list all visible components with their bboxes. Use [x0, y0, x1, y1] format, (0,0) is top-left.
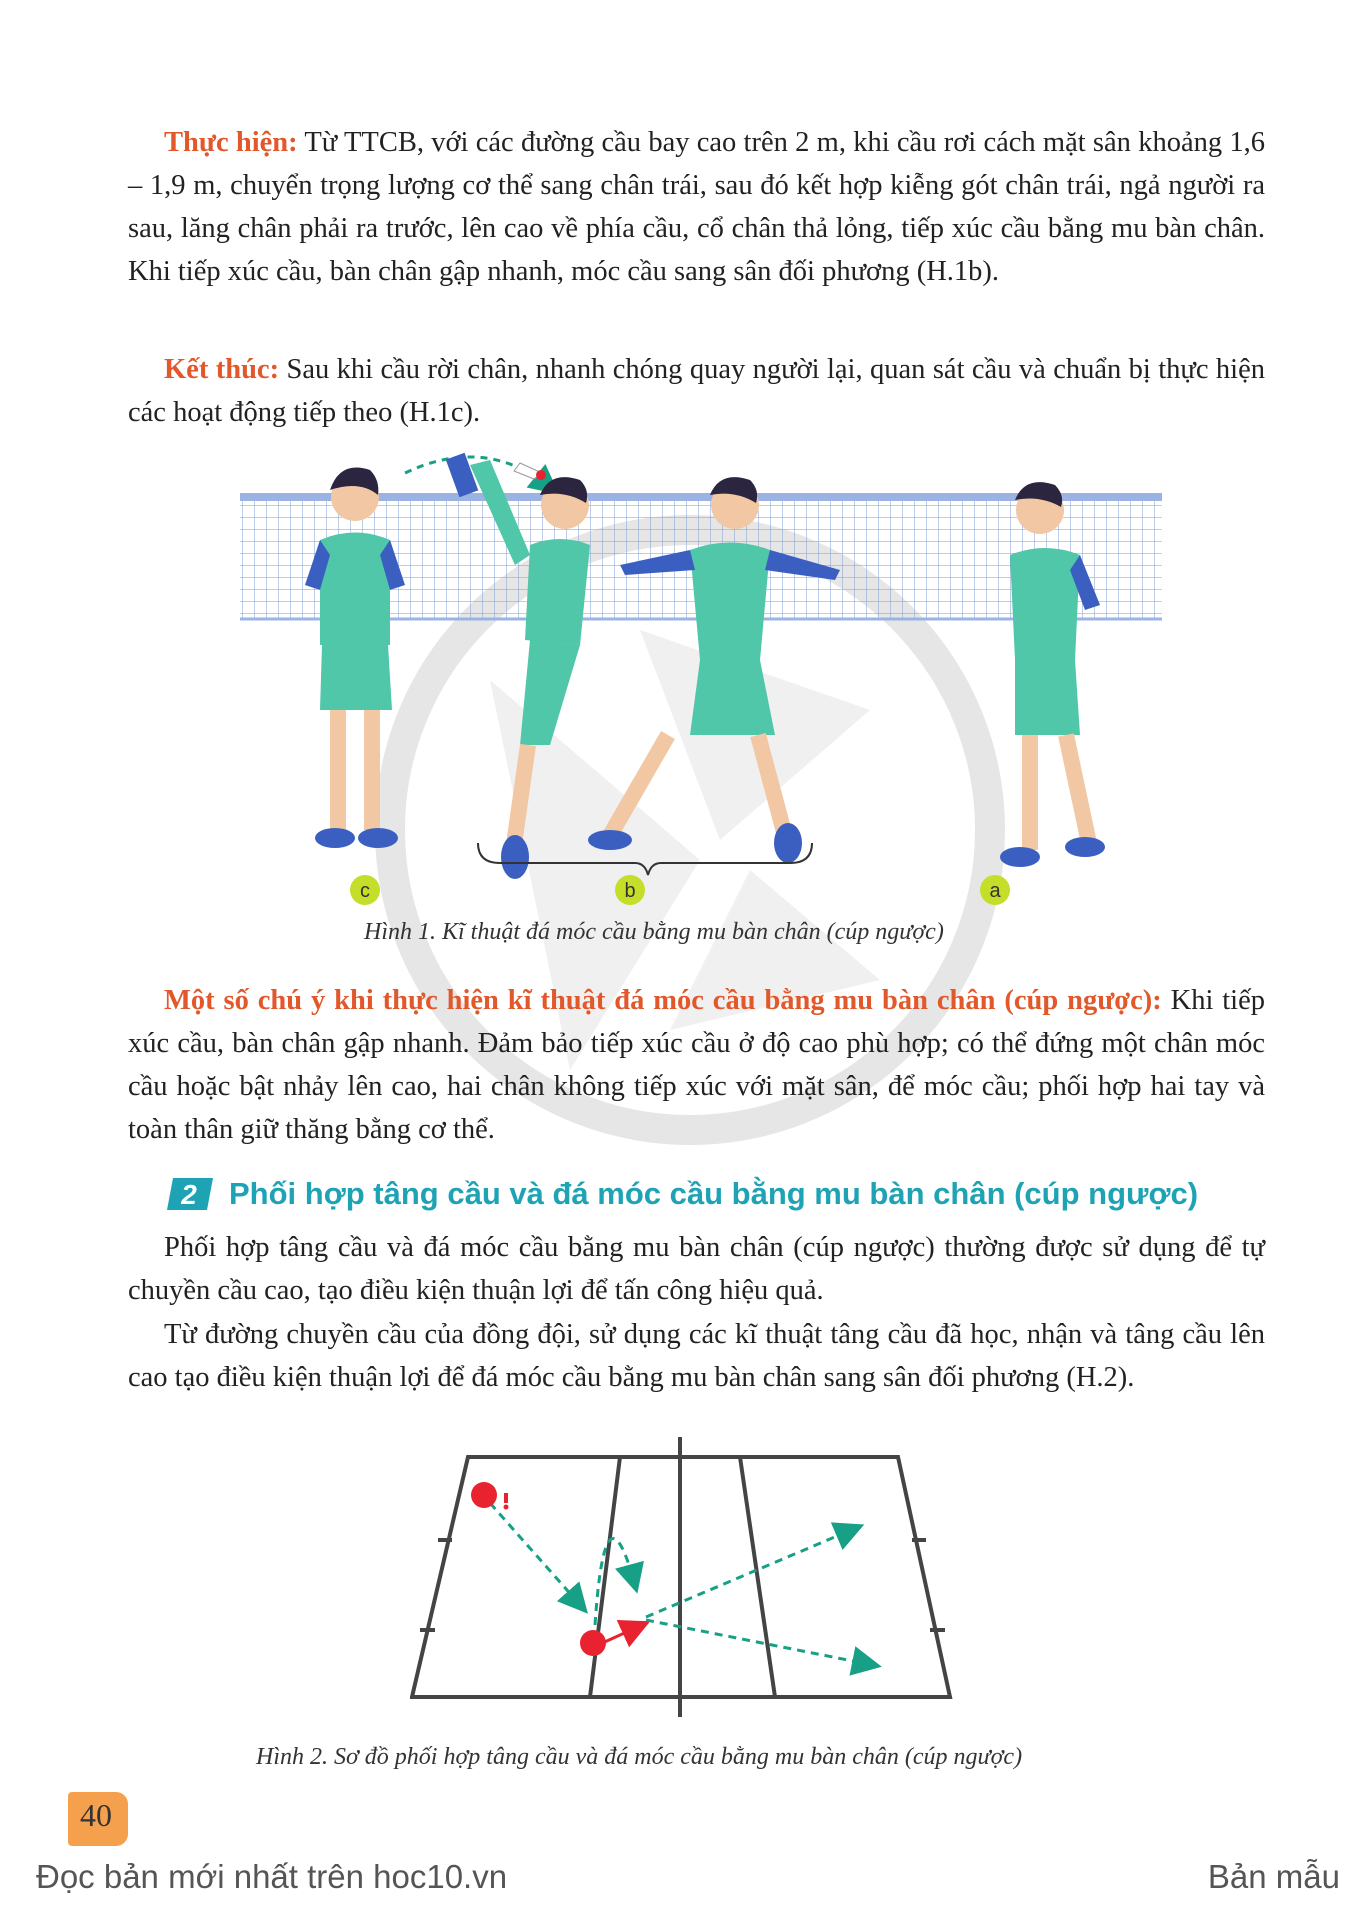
paragraph-notes: [128, 979, 1265, 1151]
paragraph-coordination: Phối hợp tâng cầu và đá móc cầu bằng mu bàn chân (cúp ngược) thường được sử dụng để tự chuyền cầu cao, tạo điều kiện thuận lợi để tấn công hiệu quả.: [128, 1232, 1265, 1306]
section-2-heading: [165, 1172, 1198, 1216]
lead-finish: Kết thúc:: [164, 354, 280, 385]
figure-1-illustration: [230, 445, 1175, 915]
section-2-title: Phối hợp tâng cầu và đá móc cầu bằng mu bàn chân (cúp ngược): [229, 1176, 1199, 1211]
lead-execution: Thực hiện:: [164, 127, 298, 158]
shuttle-marker-icon: [504, 1493, 509, 1510]
label-c-text: c: [360, 880, 370, 902]
pass-arrow: [490, 1503, 582, 1607]
shuttlecock-icon: [514, 463, 546, 480]
paragraph-teammate-pass: Từ đường chuyền cầu của đồng đội, sử dụng các kĩ thuật tâng cầu đã học, nhận và tâng cầu lên cao tạo điều kiện thuận lợi để đá móc cầu bằng mu bàn chân sang sân đối phương (H.2).: [128, 1319, 1265, 1393]
lead-notes: Một số chú ý khi thực hiện kĩ thuật đá móc cầu bằng mu bàn chân (cúp ngược):: [164, 985, 1162, 1016]
footer-link[interactable]: Đọc bản mới nhất trên hoc10.vn: [36, 1858, 508, 1895]
section-number: 2: [181, 1179, 197, 1210]
section-number-icon: [165, 1176, 215, 1212]
court-lines: [412, 1437, 950, 1717]
label-b-text: b: [624, 880, 636, 902]
label-b-badge: [615, 875, 645, 905]
player-dot: [580, 1630, 606, 1656]
footer-sample-label: Bản mẫu: [1207, 1858, 1340, 1895]
text-execution: Từ TTCB, với các đường cầu bay cao trên 2 m, khi cầu rơi cách mặt sân khoảng 1,6 – 1,9 m, chuyển trọng lượng cơ thể sang chân trái, sau đó kết hợp kiễng gót chân trái, ngả người ra sau, lăng chân phải ra trước, lên cao về phía cầu, cổ chân thả lỏng, tiếp xúc cầu bằng mu bàn chân. Khi tiếp xúc cầu, bàn chân gập nhanh, móc cầu sang sân đối phương (H.1b).: [128, 127, 1265, 287]
paragraph-finish: [128, 348, 1265, 434]
text-notes: Khi tiếp xúc cầu, bàn chân gập nhanh. Đảm bảo tiếp xúc cầu ở độ cao phù hợp; có thể đứng một chân móc cầu hoặc bật nhảy lên cao, hai chân không tiếp xúc với mặt sân, để móc cầu; phối hợp hai tay và toàn thân giữ thăng bằng cơ thể.: [128, 985, 1265, 1145]
paragraph-execution: [128, 121, 1265, 293]
label-c-badge: [350, 875, 380, 905]
label-a-text: a: [989, 880, 1001, 902]
figure-1-caption: Hình 1. Kĩ thuật đá móc cầu bằng mu bàn chân (cúp ngược): [364, 919, 944, 945]
label-a-badge: [980, 875, 1010, 905]
teammate-dot: [471, 1482, 497, 1508]
page-number: 40: [80, 1797, 112, 1833]
figure-2-caption: Hình 2. Sơ đồ phối hợp tâng cầu và đá móc cầu bằng mu bàn chân (cúp ngược): [256, 1744, 1023, 1770]
figure-2-court-diagram: [410, 1435, 960, 1720]
text-finish: Sau khi cầu rời chân, nhanh chóng quay người lại, quan sát cầu và chuẩn bị thực hiện các hoạt động tiếp theo (H.1c).: [128, 354, 1265, 428]
